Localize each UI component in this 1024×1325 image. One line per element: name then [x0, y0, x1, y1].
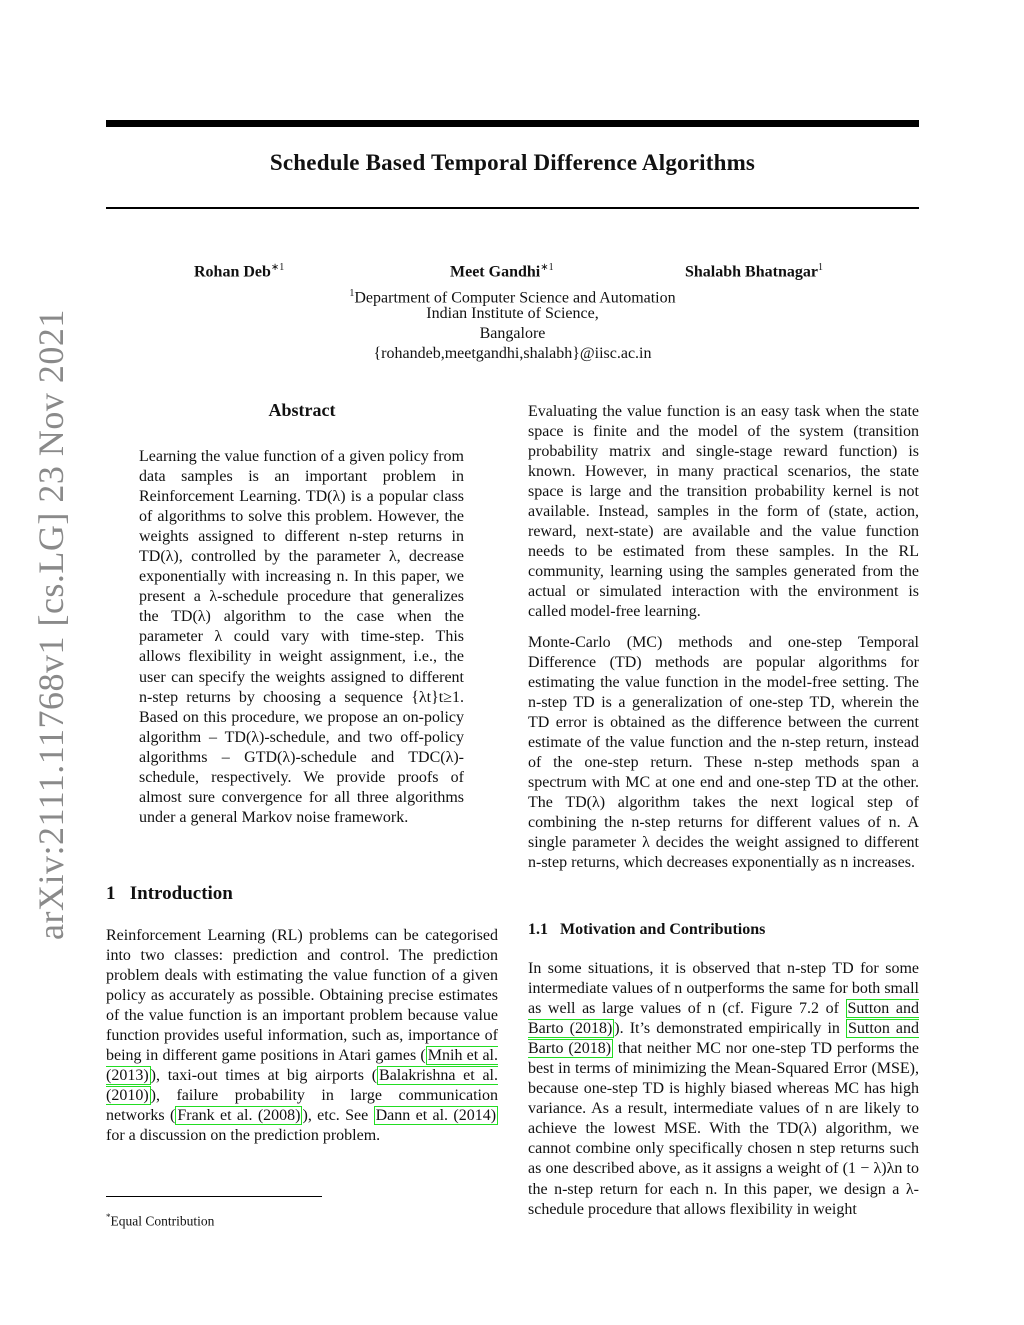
author-3: Shalabh Bhatnagar$^1$	[685, 262, 823, 281]
intro-paragraph: Reinforcement Learning (RL) problems can be categorised into two classes: prediction and control. The prediction problem deals with estimating the value function of a given policy as accurately as possible. Obtaining precise estimates of the value function is an important problem because value function provides useful information, such as, importance of being in different game positions in Atari games ( Mnih et al. (2013) ), taxi-out times at big airports ( Balakrishna et al. (2010) ), failure probability in large communication networks ( Frank et al. (2008) ), etc. See Dann et al. (2014) for a discussion on the prediction problem.	[106, 927, 499, 1145]
title-bottom-rule	[106, 207, 919, 209]
motivation-paragraph: In some situations, it is observed that n-step TD for some intermediate values of n outperforms the same for both small as well as large values of n (cf. Figure 7.2 of Sutton and Barto (2018) ). It’s demonstrated empirically in Sutton and Barto (2018) that neither MC nor one-step TD performs the best in terms of minimizing the Mean-Squared Error (MSE), because one-step TD is highly biased whereas MC has high variance. As a result, intermediate values of n are likely to achieve the lowest MSE. With the TD(λ) algorithm, we cannot combine only specifically chosen n step returns such as one described above, as it assigns a weight of (1 − λ)λn to the n-step return for each n. In this paper, we design a λ-schedule procedure that allows flexibility in weight	[528, 960, 920, 1218]
title-top-rule	[106, 120, 919, 127]
author-1: Rohan Deb$^{∗1}$	[194, 262, 285, 281]
author-2: Meet Gandhi$^{∗1}$	[450, 262, 554, 281]
footnote-rule	[106, 1196, 322, 1197]
right-paragraph-2: Monte-Carlo (MC) methods and one-step Temporal Difference (TD) methods are popular algorithms for estimating the value function in the model-free setting. The n-step TD is a generalization of one-step TD, wherein the TD error is obtained as the difference between the current estimate of the value function and the n-step return, instead of the one-step return. These n-step methods span a spectrum with MC at one end and one-step TD at the other. The TD(λ) algorithm takes the next logical step of combining the n-step returns for different values of n. A single parameter λ decides the weight assigned to different n-step returns, which decreases exponentially as n increases.	[528, 633, 919, 872]
abstract-heading: Abstract	[268, 400, 336, 420]
affiliation-dept: $^1$Department of Computer Science and Automation	[349, 288, 676, 307]
citation-frank[interactable]: Frank et al. (2008)	[177, 1107, 301, 1125]
right-column-top	[528, 402, 919, 873]
affiliation-institute: Indian Institute of Science,	[426, 305, 599, 322]
citation-balakrishna[interactable]: Balakrishna et al. (2010)	[106, 1067, 498, 1105]
citation-dann[interactable]: Dann et al. (2014)	[375, 1107, 497, 1125]
abstract-body	[139, 447, 464, 828]
citation-sutton-barto-2[interactable]: Sutton and Barto (2018)	[528, 1020, 920, 1058]
affiliation-emails: {rohandeb,meetgandhi,shalabh}@iisc.ac.in	[373, 345, 652, 362]
citation-sutton-barto-1[interactable]: Sutton and Barto (2018)	[528, 1000, 920, 1038]
intro-body	[106, 926, 498, 1147]
paper-title: Schedule Based Temporal Difference Algorithms	[269, 150, 756, 175]
affiliation-city: Bangalore	[479, 325, 546, 342]
intro-heading: 1 Introduction	[106, 883, 233, 904]
arxiv-identifier: arXiv:2111.11768v1 [cs.LG] 23 Nov 2021	[31, 309, 71, 940]
abstract-text: Learning the value function of a given policy from data samples is an important problem in Reinforcement Learning. TD(λ) is a popular class of algorithms to solve this problem. However, the weights assigned to different n-step returns in TD(λ), controlled by the parameter λ, decrease exponentially with increasing n. In this paper, we present a λ-schedule procedure that generalizes the TD(λ) algorithm to the case when the parameter λ could vary with time-step. This allows flexibility in weight assignment, i.e., the user can specify the weights assigned to different n-step returns by choosing a sequence {λt}t≥1. Based on this procedure, we propose an on-policy algorithm – TD(λ)-schedule, and two off-policy algorithms – GTD(λ)-schedule and TDC(λ)-schedule, respectively. We provide proofs of almost sure convergence for all three algorithms under a general Markov noise framework.	[139, 448, 464, 826]
citation-mnih[interactable]: Mnih et al. (2013)	[106, 1047, 499, 1085]
footnote: *Equal Contribution	[106, 1212, 215, 1229]
right-paragraph-1: Evaluating the value function is an easy task when the state space is finite and the model of the system (transition probability matrix and single-stage reward function) is known. However, in many practical scenarios, the state space is large and the transition probability kernel is not available. Instead, samples in the form of (state, action, reward, next-state) are available and the value function needs to be estimated from these samples. In the RL community, learning using the samples generated from the actual or simulated interaction with the environment is called model-free learning.	[528, 403, 919, 621]
motivation-heading: 1.1 Motivation and Contributions	[528, 921, 766, 938]
motivation-body	[528, 959, 919, 1220]
